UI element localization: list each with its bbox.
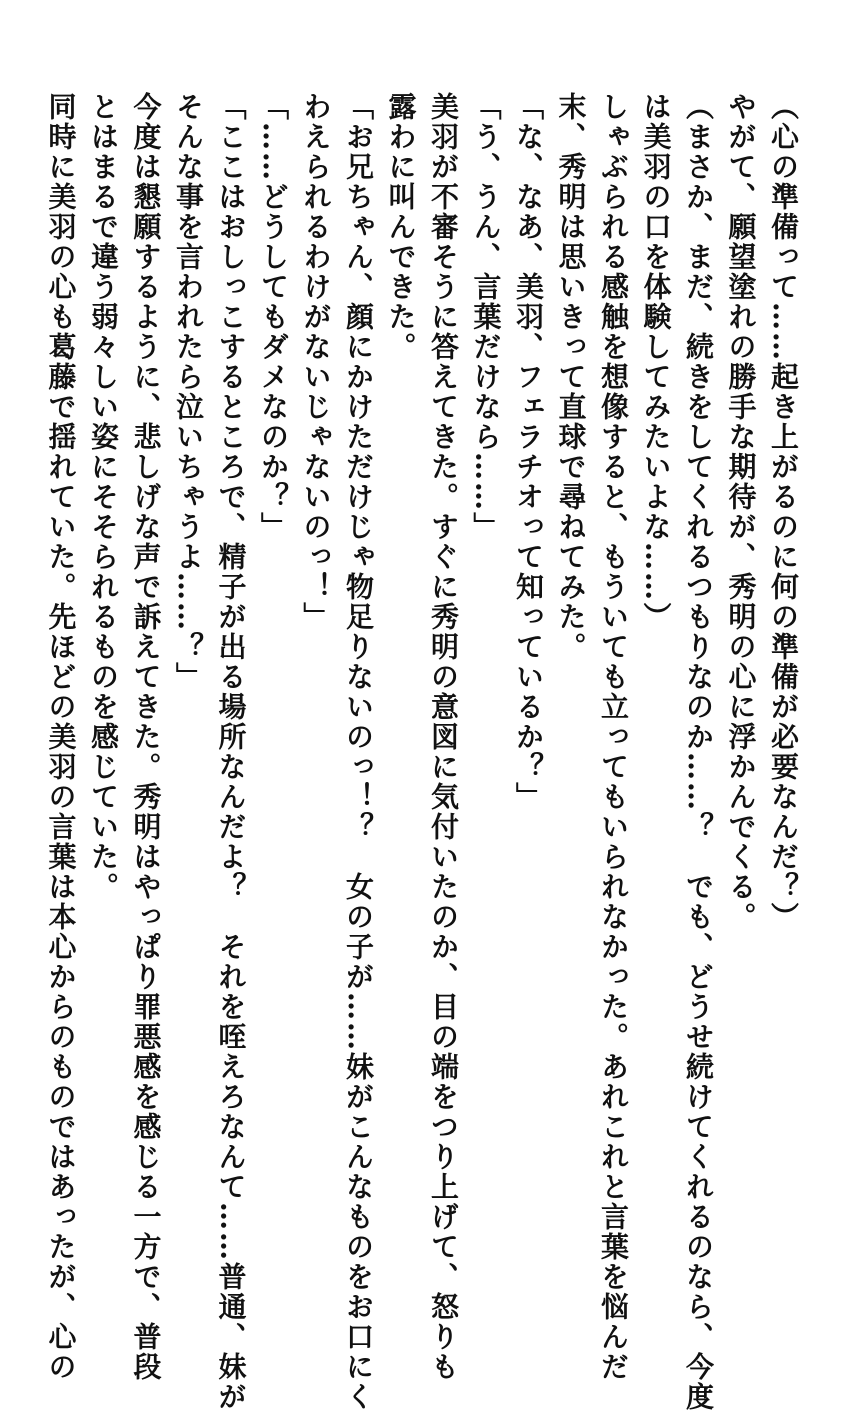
text-line: 「お兄ちゃん、顔にかけただけじゃ物足りないのっ！？ 女の子が……妹がこんなものをお口にく — [342, 92, 375, 1412]
text-line: 同時に美羽の心も葛藤で揺れていた。先ほどの美羽の言葉は本心からのものではあったが、心の — [44, 92, 78, 1382]
text-line: 「な、なあ、美羽、フェラチオって知っているか？」 — [512, 92, 545, 812]
text-line: （まさか、まだ、続きをしてくれるつもりなのか……？ でも、どうせ続けてくれるのなら、今度 — [682, 92, 715, 1412]
text-line: やがて、願望塗れの勝手な期待が、秀明の心に浮かんでくる。 — [724, 92, 758, 932]
text-line: 「ここはおしっこするところで、精子が出る場所なんだよ？ それを咥えろなんて……普通、妹が — [214, 92, 248, 1412]
text-line: 今度は懇願するように、悲しげな声で訴えてきた。秀明はやっぱり罪悪感を感じる一方で、普段 — [129, 92, 163, 1382]
text-line: 末、秀明は思いきって直球で尋ねてみた。 — [554, 92, 588, 662]
text-line: そんな事を言われたら泣いちゃうよ……？」 — [172, 92, 205, 692]
text-line: 美羽が不審そうに答えてきた。すぐに秀明の意図に気付いたのか、目の端をつり上げて、怒りも — [427, 92, 460, 1382]
text-line: 「……どうしてもダメなのか？」 — [257, 92, 290, 542]
text-line: わえられるわけがないじゃないのっ！」 — [299, 92, 333, 632]
text-line: （心の準備って……起き上がるのに何の準備が必要なんだ？） — [767, 92, 800, 932]
text-line: は美羽の口を体験してみたいよな……） — [639, 92, 673, 632]
vertical-text-body — [44, 92, 804, 1412]
text-line: 露わに叫んできた。 — [384, 92, 418, 362]
text-line: 「う、うん、言葉だけなら……」 — [469, 92, 503, 542]
text-line: とはまるで違う弱々しい姿にそそられるものを感じていた。 — [87, 92, 120, 902]
text-line: しゃぶられる感触を想像すると、もういても立ってもいられなかった。あれこれと言葉を悩んだ — [597, 92, 630, 1382]
